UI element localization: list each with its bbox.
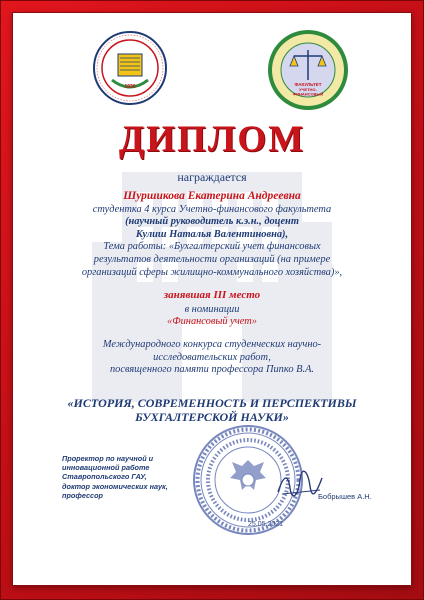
certificate-paper: [12, 12, 412, 586]
svg-text:1930: 1930: [124, 84, 136, 90]
conference-title: [42, 396, 382, 424]
certificate-title: ДИПЛОМ: [118, 119, 306, 160]
topic-line-1: Тема работы: «Бухгалтерский учет финансовых: [103, 241, 321, 253]
signer-line-5: профессор: [62, 490, 104, 500]
contest-line-3: посвященного памяти профессора Пипко В.А.: [109, 364, 315, 376]
conference-title-line-2: БУХГАЛТЕРСКОЙ НАУКИ»: [135, 410, 289, 424]
signer-line-1: Проректор по научной и: [62, 454, 154, 463]
topic-line-2: результатов деятельности организаций (на примере: [93, 253, 331, 265]
certificate-body: [52, 190, 372, 377]
place-text: занявшая III место: [163, 289, 261, 302]
conference-title-line-1: «ИСТОРИЯ, СОВРЕМЕННОСТЬ И ПЕРСПЕКТИВЫ: [67, 396, 357, 410]
signer-name: Бобрышев А.Н.: [318, 492, 372, 501]
nomination-label: в номинации: [184, 303, 240, 315]
topic-line-3: организаций сферы жилищно-коммунального хозяйства)»,: [81, 266, 343, 278]
recipient-name: Шуршикова Екатерина Андреевна: [123, 190, 301, 202]
signature-icon: [276, 470, 324, 500]
signer-line-4: доктор экономических наук,: [62, 481, 168, 491]
contest-line-2: исследовательских работ,: [153, 351, 271, 363]
signer-position: [62, 454, 172, 500]
university-emblem: [92, 30, 168, 106]
signer-line-3: Ставропольского ГАУ,: [62, 472, 147, 482]
faculty-emblem: [266, 28, 350, 112]
svg-text:ФИНАНСОВЫЙ: ФИНАНСОВЫЙ: [292, 91, 324, 97]
svg-text:УЧЕТНО-: УЧЕТНО-: [299, 87, 317, 92]
contest-line-1: Международного конкурса студенческих научно-: [102, 338, 322, 350]
svg-text:ФАКУЛЬТЕТ: ФАКУЛЬТЕТ: [294, 82, 322, 87]
date-text: 25.05.2021: [248, 521, 284, 528]
supervisor-name: Кулиш Наталья Валентиновна),: [135, 228, 289, 240]
awarded-label: награждается: [177, 170, 247, 184]
signer-line-2: инновационной работе: [62, 463, 150, 473]
supervisor-line: (научный руководитель к.э.н., доцент: [125, 216, 299, 228]
nomination-name: «Финансовый учет»: [167, 316, 257, 328]
recipient-line: студентка 4 курса Учетно-финансового факультета: [92, 203, 332, 215]
